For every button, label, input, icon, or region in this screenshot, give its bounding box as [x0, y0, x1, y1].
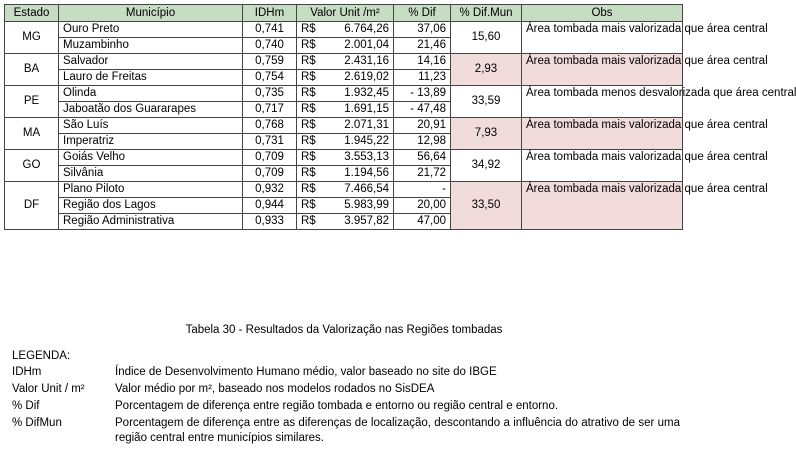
cell-dif: 21,72 — [394, 166, 451, 182]
currency-symbol: R$ — [301, 167, 316, 179]
legend-term: % DifMun — [12, 417, 62, 429]
cell-dif: 47,00 — [394, 214, 451, 230]
cell-dif: 21,46 — [394, 38, 451, 54]
cell-municipio: São Luís — [59, 118, 243, 134]
cell-municipio: Salvador — [59, 54, 243, 70]
currency-symbol: R$ — [301, 135, 316, 147]
valor-amount: 3.553,13 — [344, 151, 389, 163]
cell-obs: Área tombada mais valorizada que área central — [522, 22, 683, 54]
currency-symbol: R$ — [301, 39, 316, 51]
cell-dif: 11,23 — [394, 70, 451, 86]
cell-idhm: 0,735 — [243, 86, 297, 102]
legend-term: % Dif — [12, 400, 40, 412]
results-table — [4, 4, 796, 230]
currency-symbol: R$ — [301, 215, 316, 227]
cell-dif: 14,16 — [394, 54, 451, 70]
valor-amount: 1.932,45 — [344, 87, 389, 99]
legend-item-dif — [12, 399, 680, 414]
cell-estado: PE — [5, 86, 59, 118]
cell-valor-unit — [297, 38, 394, 54]
cell-idhm: 0,759 — [243, 54, 297, 70]
cell-estado: GO — [5, 150, 59, 182]
cell-dif-mun: 2,93 — [451, 54, 522, 86]
currency-symbol: R$ — [301, 87, 316, 99]
cell-obs: Área tombada mais valorizada que área central — [522, 118, 683, 150]
legend-definition: Valor médio por m², baseado nos modelos rodados no SisDEA — [115, 383, 435, 395]
cell-idhm: 0,731 — [243, 134, 297, 150]
cell-idhm: 0,754 — [243, 70, 297, 86]
valor-amount: 1.691,15 — [344, 103, 389, 115]
cell-idhm: 0,709 — [243, 150, 297, 166]
legend-definition: Índice de Desenvolvimento Humano médio, valor baseado no site do IBGE — [115, 366, 497, 378]
currency-symbol: R$ — [301, 23, 316, 35]
valor-amount: 1.194,56 — [344, 167, 389, 179]
legend-term: Valor Unit / m² — [12, 383, 85, 395]
cell-valor-unit — [297, 134, 394, 150]
cell-municipio: Plano Piloto — [59, 182, 243, 198]
cell-valor-unit — [297, 102, 394, 118]
header-estado: Estado — [5, 5, 59, 22]
cell-idhm: 0,768 — [243, 118, 297, 134]
currency-symbol: R$ — [301, 183, 316, 195]
cell-idhm: 0,741 — [243, 22, 297, 38]
legend-definition: Porcentagem de diferença entre as diferenças de localização, descontando a influência do atrativo de ser uma região central entre municípios similares. — [115, 417, 680, 444]
table-header-row — [5, 5, 683, 22]
cell-obs: Área tombada mais valorizada que área central — [522, 182, 683, 230]
cell-valor-unit — [297, 54, 394, 70]
legend — [12, 350, 680, 448]
cell-valor-unit — [297, 22, 394, 38]
cell-dif: - — [394, 182, 451, 198]
valor-amount: 2.431,16 — [344, 55, 389, 67]
legend-term: IDHm — [12, 366, 42, 378]
cell-estado: MA — [5, 118, 59, 150]
table-row — [5, 54, 683, 70]
cell-valor-unit — [297, 182, 394, 198]
cell-dif-mun: 34,92 — [451, 150, 522, 182]
table-row — [5, 22, 683, 38]
cell-municipio: Lauro de Freitas — [59, 70, 243, 86]
valor-amount: 7.466,54 — [344, 183, 389, 195]
cell-municipio: Goiás Velho — [59, 150, 243, 166]
cell-estado: MG — [5, 22, 59, 54]
valor-amount: 3.957,82 — [344, 215, 389, 227]
cell-dif: 56,64 — [394, 150, 451, 166]
cell-dif-mun: 7,93 — [451, 118, 522, 150]
valor-amount: 2.071,31 — [344, 119, 389, 131]
cell-valor-unit — [297, 150, 394, 166]
valor-amount: 2.001,04 — [344, 39, 389, 51]
cell-municipio: Silvânia — [59, 166, 243, 182]
cell-dif: 12,98 — [394, 134, 451, 150]
header-dif-mun: % Dif.Mun — [451, 5, 522, 22]
table-body — [5, 22, 796, 230]
cell-municipio: Olinda — [59, 86, 243, 102]
cell-valor-unit — [297, 166, 394, 182]
valor-amount: 2.619,02 — [344, 71, 389, 83]
cell-valor-unit — [297, 86, 394, 102]
legend-item-valor-unit — [12, 382, 680, 397]
cell-idhm: 0,717 — [243, 102, 297, 118]
cell-idhm: 0,932 — [243, 182, 297, 198]
cell-municipio: Região Administrativa — [59, 214, 243, 230]
valor-amount: 6.764,26 — [344, 23, 389, 35]
cell-dif-mun: 15,60 — [451, 22, 522, 54]
cell-valor-unit — [297, 118, 394, 134]
cell-idhm: 0,933 — [243, 214, 297, 230]
cell-idhm: 0,709 — [243, 166, 297, 182]
table-caption: Tabela 30 - Resultados da Valorização nas Regiões tombadas — [185, 324, 503, 336]
currency-symbol: R$ — [301, 103, 316, 115]
legend-item-dif-mun — [12, 416, 680, 446]
cell-obs: Área tombada mais valorizada que área central — [522, 150, 683, 182]
cell-valor-unit — [297, 214, 394, 230]
cell-estado: BA — [5, 54, 59, 86]
cell-dif: 37,06 — [394, 22, 451, 38]
legend-title: LEGENDA: — [12, 350, 71, 362]
header-valor-unit: Valor Unit /m² — [297, 5, 394, 22]
cell-dif: 20,00 — [394, 198, 451, 214]
table-row — [5, 150, 683, 166]
valor-amount: 1.945,22 — [344, 135, 389, 147]
header-municipio: Município — [59, 5, 243, 22]
legend-item-idhm — [12, 365, 680, 380]
cell-dif: - 13,89 — [394, 86, 451, 102]
cell-municipio: Muzambinho — [59, 38, 243, 54]
valor-amount: 5.983,99 — [344, 199, 389, 211]
currency-symbol: R$ — [301, 55, 316, 67]
cell-municipio: Imperatriz — [59, 134, 243, 150]
cell-valor-unit — [297, 70, 394, 86]
legend-definition: Porcentagem de diferença entre região tombada e entorno ou região central e entorno. — [115, 400, 559, 412]
cell-dif: - 47,48 — [394, 102, 451, 118]
cell-municipio: Jaboatão dos Guararapes — [59, 102, 243, 118]
table-row — [5, 118, 683, 134]
cell-idhm: 0,944 — [243, 198, 297, 214]
cell-obs: Área tombada menos desvalorizada que área central — [522, 86, 683, 118]
header-idhm: IDHm — [243, 5, 297, 22]
cell-dif-mun: 33,50 — [451, 182, 522, 230]
cell-municipio: Ouro Preto — [59, 22, 243, 38]
cell-valor-unit — [297, 198, 394, 214]
cell-dif: 20,91 — [394, 118, 451, 134]
cell-dif-mun: 33,59 — [451, 86, 522, 118]
cell-idhm: 0,740 — [243, 38, 297, 54]
currency-symbol: R$ — [301, 199, 316, 211]
currency-symbol: R$ — [301, 71, 316, 83]
cell-estado: DF — [5, 182, 59, 230]
currency-symbol: R$ — [301, 119, 316, 131]
table-row — [5, 182, 683, 198]
header-obs: Obs — [522, 5, 683, 22]
cell-obs: Área tombada mais valorizada que área central — [522, 54, 683, 86]
header-dif: % Dif — [394, 5, 451, 22]
cell-municipio: Região dos Lagos — [59, 198, 243, 214]
currency-symbol: R$ — [301, 151, 316, 163]
table-row — [5, 86, 683, 102]
